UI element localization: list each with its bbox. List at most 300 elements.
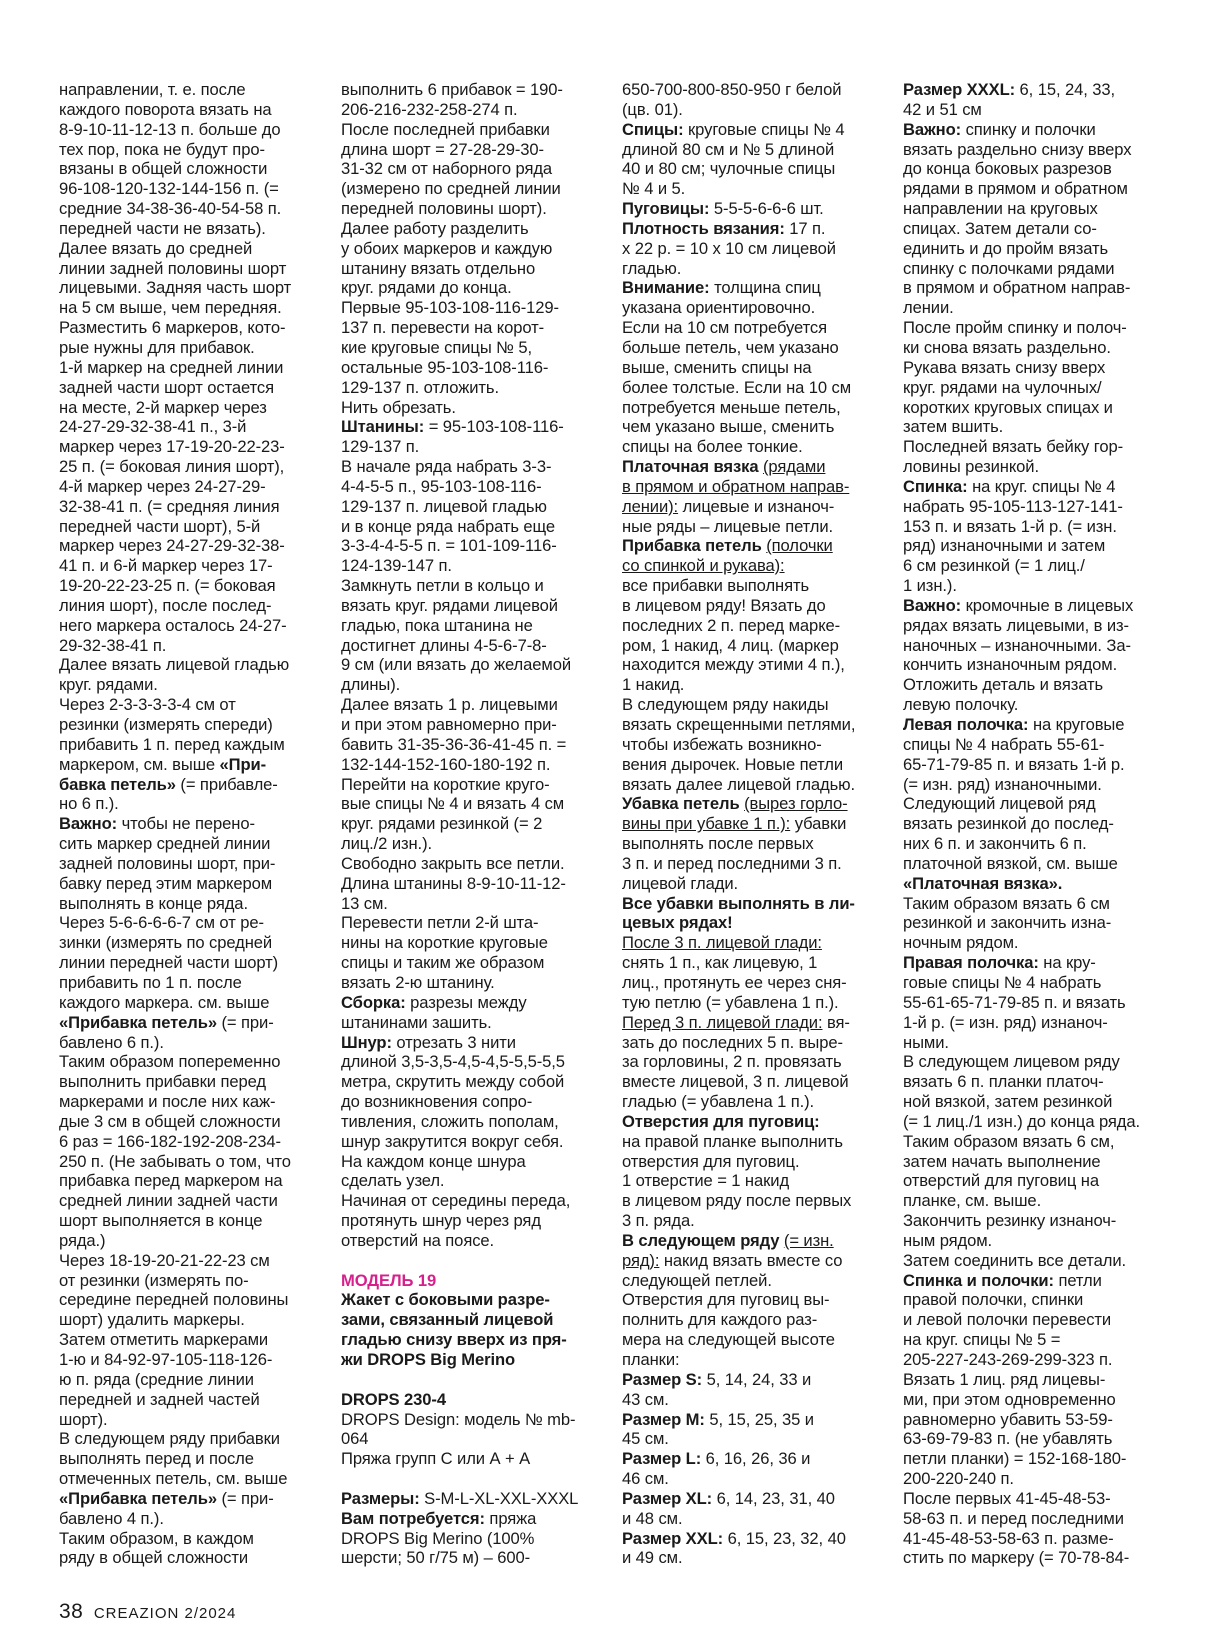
- text-run: шорт).: [59, 1409, 108, 1429]
- text-line: [341, 1092, 599, 1112]
- text-line: [903, 794, 1165, 814]
- text-line: [622, 1231, 880, 1251]
- text-line: [59, 100, 317, 120]
- text-run: ряду в общей сложности: [59, 1548, 249, 1568]
- text-run: до возникновения сопро-: [341, 1092, 533, 1112]
- text-line: [59, 179, 317, 199]
- text-line: [622, 854, 880, 874]
- text-line: [903, 1429, 1165, 1449]
- text-run: (= 1 лиц./1 изн.) до конца ряда.: [903, 1111, 1141, 1131]
- text-run: гладью (= убавлена 1 п.).: [622, 1092, 815, 1112]
- text-line: [622, 1092, 880, 1112]
- text-line: [341, 1132, 599, 1152]
- text-line: [903, 953, 1165, 973]
- text-line: [341, 1171, 599, 1191]
- text-line: [903, 675, 1165, 695]
- text-line: [59, 1548, 317, 1568]
- text-line: [622, 1469, 880, 1489]
- text-line: [341, 1152, 599, 1172]
- text-run: каждого поворота вязать на: [59, 99, 272, 119]
- text-run: 3 п. и перед последними 3 п.: [622, 853, 842, 873]
- text-run: Все убавки выполнять в ли-: [622, 893, 855, 913]
- text-line: [903, 1152, 1165, 1172]
- text-run: 1 отверстие = 1 накид: [622, 1171, 790, 1191]
- text-line: [622, 794, 880, 814]
- text-line: [341, 1429, 599, 1449]
- text-line: [903, 1370, 1165, 1390]
- text-run: (= при-: [216, 1012, 274, 1032]
- text-line: [59, 933, 317, 953]
- text-run: 153 п. и вязать 1-й р. (= изн.: [903, 516, 1117, 536]
- text-run: Важно:: [59, 814, 118, 834]
- text-line: [59, 1449, 317, 1469]
- text-run: На каждом конце шнура: [341, 1151, 526, 1171]
- text-run: 129-137 п.: [341, 437, 420, 457]
- text-run: маркер через 17-19-20-22-23-: [59, 437, 285, 457]
- text-run: планки:: [622, 1350, 680, 1369]
- text-run: маркером, см. выше: [59, 754, 220, 774]
- text-line: [59, 854, 317, 874]
- text-line: [59, 913, 317, 933]
- text-line: [341, 1449, 599, 1469]
- text-line: [341, 80, 599, 100]
- page-footer: [59, 1600, 236, 1624]
- text-line: [341, 1052, 599, 1072]
- text-line: [622, 1033, 880, 1053]
- text-line: [622, 1330, 880, 1350]
- text-run: «Платочная вязка».: [903, 873, 1063, 893]
- text-run: спицы № 4 набрать 55-61-: [903, 734, 1105, 754]
- text-run: 4-й маркер через 24-27-29-: [59, 476, 266, 496]
- text-line: [903, 437, 1165, 457]
- text-line: [341, 358, 599, 378]
- text-line: [341, 417, 599, 437]
- text-line: [341, 854, 599, 874]
- text-run: все прибавки выполнять: [622, 576, 810, 596]
- text-run: равномерно убавить 53-59-: [903, 1409, 1113, 1429]
- text-line: [59, 318, 317, 338]
- text-run: Спинка:: [903, 476, 968, 496]
- text-line: [903, 1033, 1165, 1053]
- text-line: [59, 616, 317, 636]
- text-run: В следующем лицевом ряду: [903, 1052, 1120, 1072]
- text-run: 1 накид.: [622, 675, 685, 695]
- text-run: направлении, т. е. после: [59, 80, 246, 99]
- text-run: 650-700-800-850-950 г белой: [622, 80, 842, 99]
- text-run: вения дырочек. Новые петли: [622, 754, 843, 774]
- text-line: [903, 913, 1165, 933]
- text-run: спинку с полочками рядами: [903, 258, 1115, 278]
- text-run: в прямом и обратном направ-: [903, 278, 1131, 298]
- text-run: Левая полочка:: [903, 715, 1029, 734]
- text-run: лицевой глади.: [622, 873, 738, 893]
- text-column-1: [59, 80, 317, 1568]
- text-run: следующей петлей.: [622, 1270, 772, 1290]
- text-line: [59, 556, 317, 576]
- text-run: Сборка:: [341, 992, 406, 1012]
- text-line: [903, 199, 1165, 219]
- text-run: ночным рядом.: [903, 933, 1019, 953]
- text-line: [341, 1310, 599, 1330]
- text-line: [903, 695, 1165, 715]
- text-line: [622, 1350, 880, 1370]
- text-run: 137 п. перевести на корот-: [341, 318, 545, 338]
- text-run: После последней прибавки: [341, 119, 550, 139]
- text-run: 3 п. ряда.: [622, 1211, 695, 1231]
- text-run: Шнур:: [341, 1032, 392, 1052]
- text-run: ю п. ряда (средние линии: [59, 1369, 254, 1389]
- text-run: последних 2 п. перед марке-: [622, 615, 841, 635]
- text-line: [622, 457, 880, 477]
- text-line: [622, 655, 880, 675]
- text-line: [622, 1429, 880, 1449]
- text-run: вязать раздельно снизу вверх: [903, 139, 1132, 159]
- text-run: задней половины шорт, при-: [59, 853, 276, 873]
- text-run: Штанины:: [341, 417, 425, 437]
- text-run: выше, сменить спицы на: [622, 357, 812, 377]
- text-run: 41-45-48-53-58-63 п. разме-: [903, 1528, 1114, 1548]
- text-run: 43 см.: [622, 1389, 669, 1409]
- text-line: [59, 80, 317, 100]
- text-line: [903, 834, 1165, 854]
- text-line: [622, 814, 880, 834]
- text-run: средней линии задней части: [59, 1191, 278, 1211]
- text-line: [622, 1390, 880, 1410]
- text-line: [622, 536, 880, 556]
- text-run: 6 см резинкой (= 1 лиц./: [903, 556, 1085, 576]
- text-run: круг. рядами до конца.: [341, 278, 512, 298]
- text-line: [622, 1410, 880, 1430]
- text-line: [59, 655, 317, 675]
- text-line: [903, 239, 1165, 259]
- text-run: выполнять в конце ряда.: [59, 893, 248, 913]
- text-line: [903, 814, 1165, 834]
- text-run: DROPS 230-4: [341, 1389, 446, 1409]
- text-run: Размер M:: [622, 1409, 705, 1429]
- text-line: [341, 437, 599, 457]
- text-run: метра, скрутить между собой: [341, 1072, 565, 1092]
- text-line: [341, 933, 599, 953]
- text-run: цевых рядах!: [622, 913, 733, 933]
- text-run: шерсти; 50 г/75 м) – 600-: [341, 1548, 531, 1568]
- text-run: разрезы между: [405, 992, 527, 1012]
- text-run: DROPS Design: модель № mb-: [341, 1409, 576, 1429]
- text-run: передней половины шорт).: [341, 199, 547, 219]
- text-run: на круг. спицы № 4: [967, 476, 1116, 496]
- text-line: [903, 1489, 1165, 1509]
- text-line: [341, 298, 599, 318]
- text-line: [622, 1152, 880, 1172]
- text-line: [59, 338, 317, 358]
- text-line: [59, 794, 317, 814]
- text-run: 63-69-79-83 п. (не убавлять: [903, 1429, 1113, 1449]
- text-run: ряд):: [622, 1250, 660, 1270]
- text-run: штанину вязать отдельно: [341, 258, 536, 278]
- text-run: Далее вязать лицевой гладью: [59, 655, 290, 675]
- text-run: Размер XXXL:: [903, 80, 1016, 99]
- text-line: [903, 636, 1165, 656]
- text-run: лиц., протянуть ее через сня-: [622, 972, 847, 992]
- text-run: со спинкой и рукава):: [622, 556, 785, 576]
- text-line: [903, 278, 1165, 298]
- text-run: достигнет длины 4-5-6-7-8-: [341, 635, 547, 655]
- text-line: [59, 834, 317, 854]
- text-run: лицевыми. Задняя часть шорт: [59, 278, 292, 298]
- text-run: снять 1 п., как лицевую, 1: [622, 953, 818, 973]
- text-run: потребуется меньше петель,: [622, 397, 841, 417]
- text-line: [622, 1211, 880, 1231]
- text-line: [622, 398, 880, 418]
- text-run: прибавка перед маркером на: [59, 1171, 283, 1191]
- text-line: [59, 378, 317, 398]
- text-run: круг. рядами на чулочных/: [903, 377, 1102, 397]
- text-run: вязать круг. рядами лицевой: [341, 595, 558, 615]
- text-run: кончить изнаночным рядом.: [903, 655, 1118, 675]
- text-run: лицевые и изнаноч-: [678, 496, 835, 516]
- text-run: «Прибавка петель»: [59, 1012, 217, 1032]
- text-line: [903, 596, 1165, 616]
- text-run: выполнить 6 прибавок = 190-: [341, 80, 563, 99]
- text-line: [341, 378, 599, 398]
- text-line: [341, 1191, 599, 1211]
- text-run: Отверстия для пуговиц:: [622, 1111, 820, 1131]
- text-line: [903, 1350, 1165, 1370]
- text-line: [622, 675, 880, 695]
- text-line: [59, 715, 317, 735]
- text-line: [622, 80, 880, 100]
- text-line: [622, 913, 880, 933]
- text-line: [903, 1548, 1165, 1568]
- text-run: бавить 31-35-36-36-41-45 п. =: [341, 734, 567, 754]
- text-line: [622, 159, 880, 179]
- text-line: [341, 576, 599, 596]
- text-line: [903, 1330, 1165, 1350]
- text-run: 5-5-5-6-6-6 шт.: [709, 199, 824, 219]
- text-line: [59, 1469, 317, 1489]
- text-run: вязать 6 п. планки платоч-: [903, 1072, 1104, 1092]
- text-run: (полочки: [766, 536, 833, 556]
- text-line: [622, 715, 880, 735]
- text-run: 9 см (или вязать до желаемой: [341, 655, 571, 675]
- text-run: сделать узел.: [341, 1171, 445, 1191]
- text-run: маркер через 24-27-29-32-38-: [59, 536, 285, 556]
- text-line: [341, 913, 599, 933]
- text-line: [341, 318, 599, 338]
- text-run: бавлено 6 п.).: [59, 1032, 164, 1052]
- text-run: 6, 15, 24, 33,: [1015, 80, 1116, 99]
- text-run: тую петлю (= убавлена 1 п.).: [622, 992, 839, 1012]
- text-line: [903, 378, 1165, 398]
- text-run: ки снова вязать раздельно.: [903, 337, 1111, 357]
- text-line: [341, 1211, 599, 1231]
- text-line: [903, 100, 1165, 120]
- text-line: [59, 1390, 317, 1410]
- text-run: за горловины, 2 п. провязать: [622, 1052, 842, 1072]
- text-line: [59, 358, 317, 378]
- text-run: В следующем ряду: [622, 1230, 780, 1250]
- text-line: [622, 298, 880, 318]
- text-run: коротких круговых спицах и: [903, 397, 1113, 417]
- text-run: 205-227-243-269-299-323 п.: [903, 1350, 1113, 1369]
- text-run: Первые 95-103-108-116-129-: [341, 298, 559, 318]
- text-run: правой полочки, спинки: [903, 1290, 1084, 1310]
- text-run: в прямом и обратном направ-: [622, 476, 850, 496]
- text-run: чтобы не перено-: [117, 814, 255, 834]
- text-line: [622, 1529, 880, 1549]
- text-line: [341, 993, 599, 1013]
- text-run: отверстий для пуговиц на: [903, 1171, 1099, 1191]
- text-line: [59, 1330, 317, 1350]
- text-line: [622, 775, 880, 795]
- text-line: [341, 1251, 599, 1271]
- text-run: Таким образом вязать 6 см,: [903, 1131, 1115, 1151]
- text-line: [903, 1171, 1165, 1191]
- text-line: [622, 953, 880, 973]
- text-line: [59, 457, 317, 477]
- text-line: [903, 259, 1165, 279]
- text-run: рые нужны для прибавок.: [59, 337, 255, 357]
- text-line: [59, 199, 317, 219]
- text-run: 32-38-41 п. (= средняя линия: [59, 496, 280, 516]
- text-run: 41 п. и 6-й маркер через 17-: [59, 556, 273, 576]
- text-line: [903, 298, 1165, 318]
- text-run: ловины резинкой.: [903, 457, 1039, 477]
- text-run: маркерами и после них каж-: [59, 1092, 276, 1112]
- text-line: [341, 695, 599, 715]
- text-run: 200-220-240 п.: [903, 1469, 1014, 1489]
- text-line: [341, 973, 599, 993]
- text-line: [622, 517, 880, 537]
- text-run: задней части шорт остается: [59, 377, 274, 397]
- text-line: [903, 655, 1165, 675]
- text-run: чтобы избежать возникно-: [622, 734, 822, 754]
- text-run: зать до последних 5 п. выре-: [622, 1032, 843, 1052]
- page-number: 38: [59, 1600, 84, 1623]
- text-run: 42 и 51 см: [903, 99, 982, 119]
- text-run: 250 п. (Не забывать о том, что: [59, 1151, 291, 1171]
- text-line: [903, 1290, 1165, 1310]
- text-line: [59, 1489, 317, 1509]
- text-run: 17 п.: [784, 218, 826, 238]
- text-run: бавка петель»: [59, 774, 176, 794]
- text-run: левую полочку.: [903, 695, 1019, 715]
- text-run: вязать 2-ю штанину.: [341, 972, 495, 992]
- text-run: сить маркер средней линии: [59, 834, 271, 854]
- text-line: [622, 933, 880, 953]
- text-run: выполнить прибавки перед: [59, 1072, 266, 1092]
- text-line: [341, 517, 599, 537]
- text-line: [341, 179, 599, 199]
- text-line: [903, 1271, 1165, 1291]
- text-run: лении.: [903, 298, 954, 318]
- text-run: линии задней половины шорт: [59, 258, 287, 278]
- text-run: протянуть шнур через ряд: [341, 1211, 541, 1231]
- text-line: [903, 735, 1165, 755]
- text-line: [622, 1171, 880, 1191]
- text-line: [341, 239, 599, 259]
- text-line: [341, 159, 599, 179]
- text-line: [341, 1548, 599, 1568]
- text-run: остальные 95-103-108-116-: [341, 357, 549, 377]
- text-line: [59, 1231, 317, 1251]
- text-line: [59, 517, 317, 537]
- text-line: [622, 437, 880, 457]
- text-run: Вязать 1 лиц. ряд лицевы-: [903, 1369, 1106, 1389]
- text-line: [622, 834, 880, 854]
- text-line: [622, 1548, 880, 1568]
- text-run: Рукава вязать снизу вверх: [903, 357, 1106, 377]
- text-line: [59, 1251, 317, 1271]
- text-run: 58-63 п. и перед последними: [903, 1508, 1124, 1528]
- text-run: на кру-: [1038, 953, 1096, 973]
- text-run: = 95-103-108-116-: [424, 417, 564, 437]
- text-line: [622, 1310, 880, 1330]
- text-run: середине передней половины: [59, 1290, 289, 1310]
- text-line: [903, 1469, 1165, 1489]
- text-line: [622, 278, 880, 298]
- text-run: затем вшить.: [903, 417, 1004, 437]
- text-run: гладью снизу вверх из пря-: [341, 1330, 567, 1350]
- text-run: средние 34-38-36-40-54-58 п.: [59, 199, 282, 219]
- text-run: (= изн. ряд) изнаночными.: [903, 774, 1102, 794]
- text-line: [59, 1092, 317, 1112]
- text-run: гладью, пока штанина не: [341, 615, 533, 635]
- text-line: [622, 140, 880, 160]
- text-line: [59, 417, 317, 437]
- text-line: [903, 775, 1165, 795]
- text-run: него маркера осталось 24-27-: [59, 615, 287, 635]
- text-line: [341, 100, 599, 120]
- text-run: спинку и полочки: [961, 119, 1096, 139]
- text-run: (вырез горло-: [744, 794, 848, 814]
- text-line: [903, 894, 1165, 914]
- text-run: лиц./2 изн.).: [341, 834, 433, 854]
- text-run: 6, 14, 23, 31, 40: [712, 1488, 835, 1508]
- text-line: [903, 556, 1165, 576]
- text-run: Пряжа групп С или А + А: [341, 1449, 531, 1469]
- text-run: Размер L:: [622, 1449, 702, 1469]
- text-run: S-M-L-XL-XXL-XXXL: [419, 1488, 579, 1508]
- text-run: ными.: [903, 1032, 949, 1052]
- text-line: [59, 398, 317, 418]
- text-run: Следующий лицевой ряд: [903, 794, 1096, 814]
- text-run: Свободно закрыть все петли.: [341, 853, 565, 873]
- text-line: [341, 477, 599, 497]
- text-run: больше петель, чем указано: [622, 337, 839, 357]
- text-run: Важно:: [903, 119, 962, 139]
- text-run: 1-ю и 84-92-97-105-118-126-: [59, 1350, 273, 1369]
- text-line: [59, 219, 317, 239]
- text-line: [903, 1449, 1165, 1469]
- text-line: [341, 556, 599, 576]
- text-run: После 3 п. лицевой глади:: [622, 933, 822, 953]
- text-run: круг. рядами.: [59, 675, 158, 695]
- text-line: [59, 1290, 317, 1310]
- text-run: прибавить 1 п. перед каждым: [59, 734, 285, 754]
- text-line: [59, 159, 317, 179]
- text-run: отрезать 3 нити: [391, 1032, 516, 1052]
- text-line: [903, 874, 1165, 894]
- text-run: вины при убавке 1 п.):: [622, 814, 791, 834]
- text-run: 064: [341, 1429, 369, 1449]
- text-run: на правой планке выполнить: [622, 1131, 843, 1151]
- text-line: [903, 933, 1165, 953]
- text-line: [903, 1231, 1165, 1251]
- text-run: бавку перед этим маркером: [59, 873, 273, 893]
- text-line: [341, 1330, 599, 1350]
- text-line: [341, 715, 599, 735]
- text-line: [622, 199, 880, 219]
